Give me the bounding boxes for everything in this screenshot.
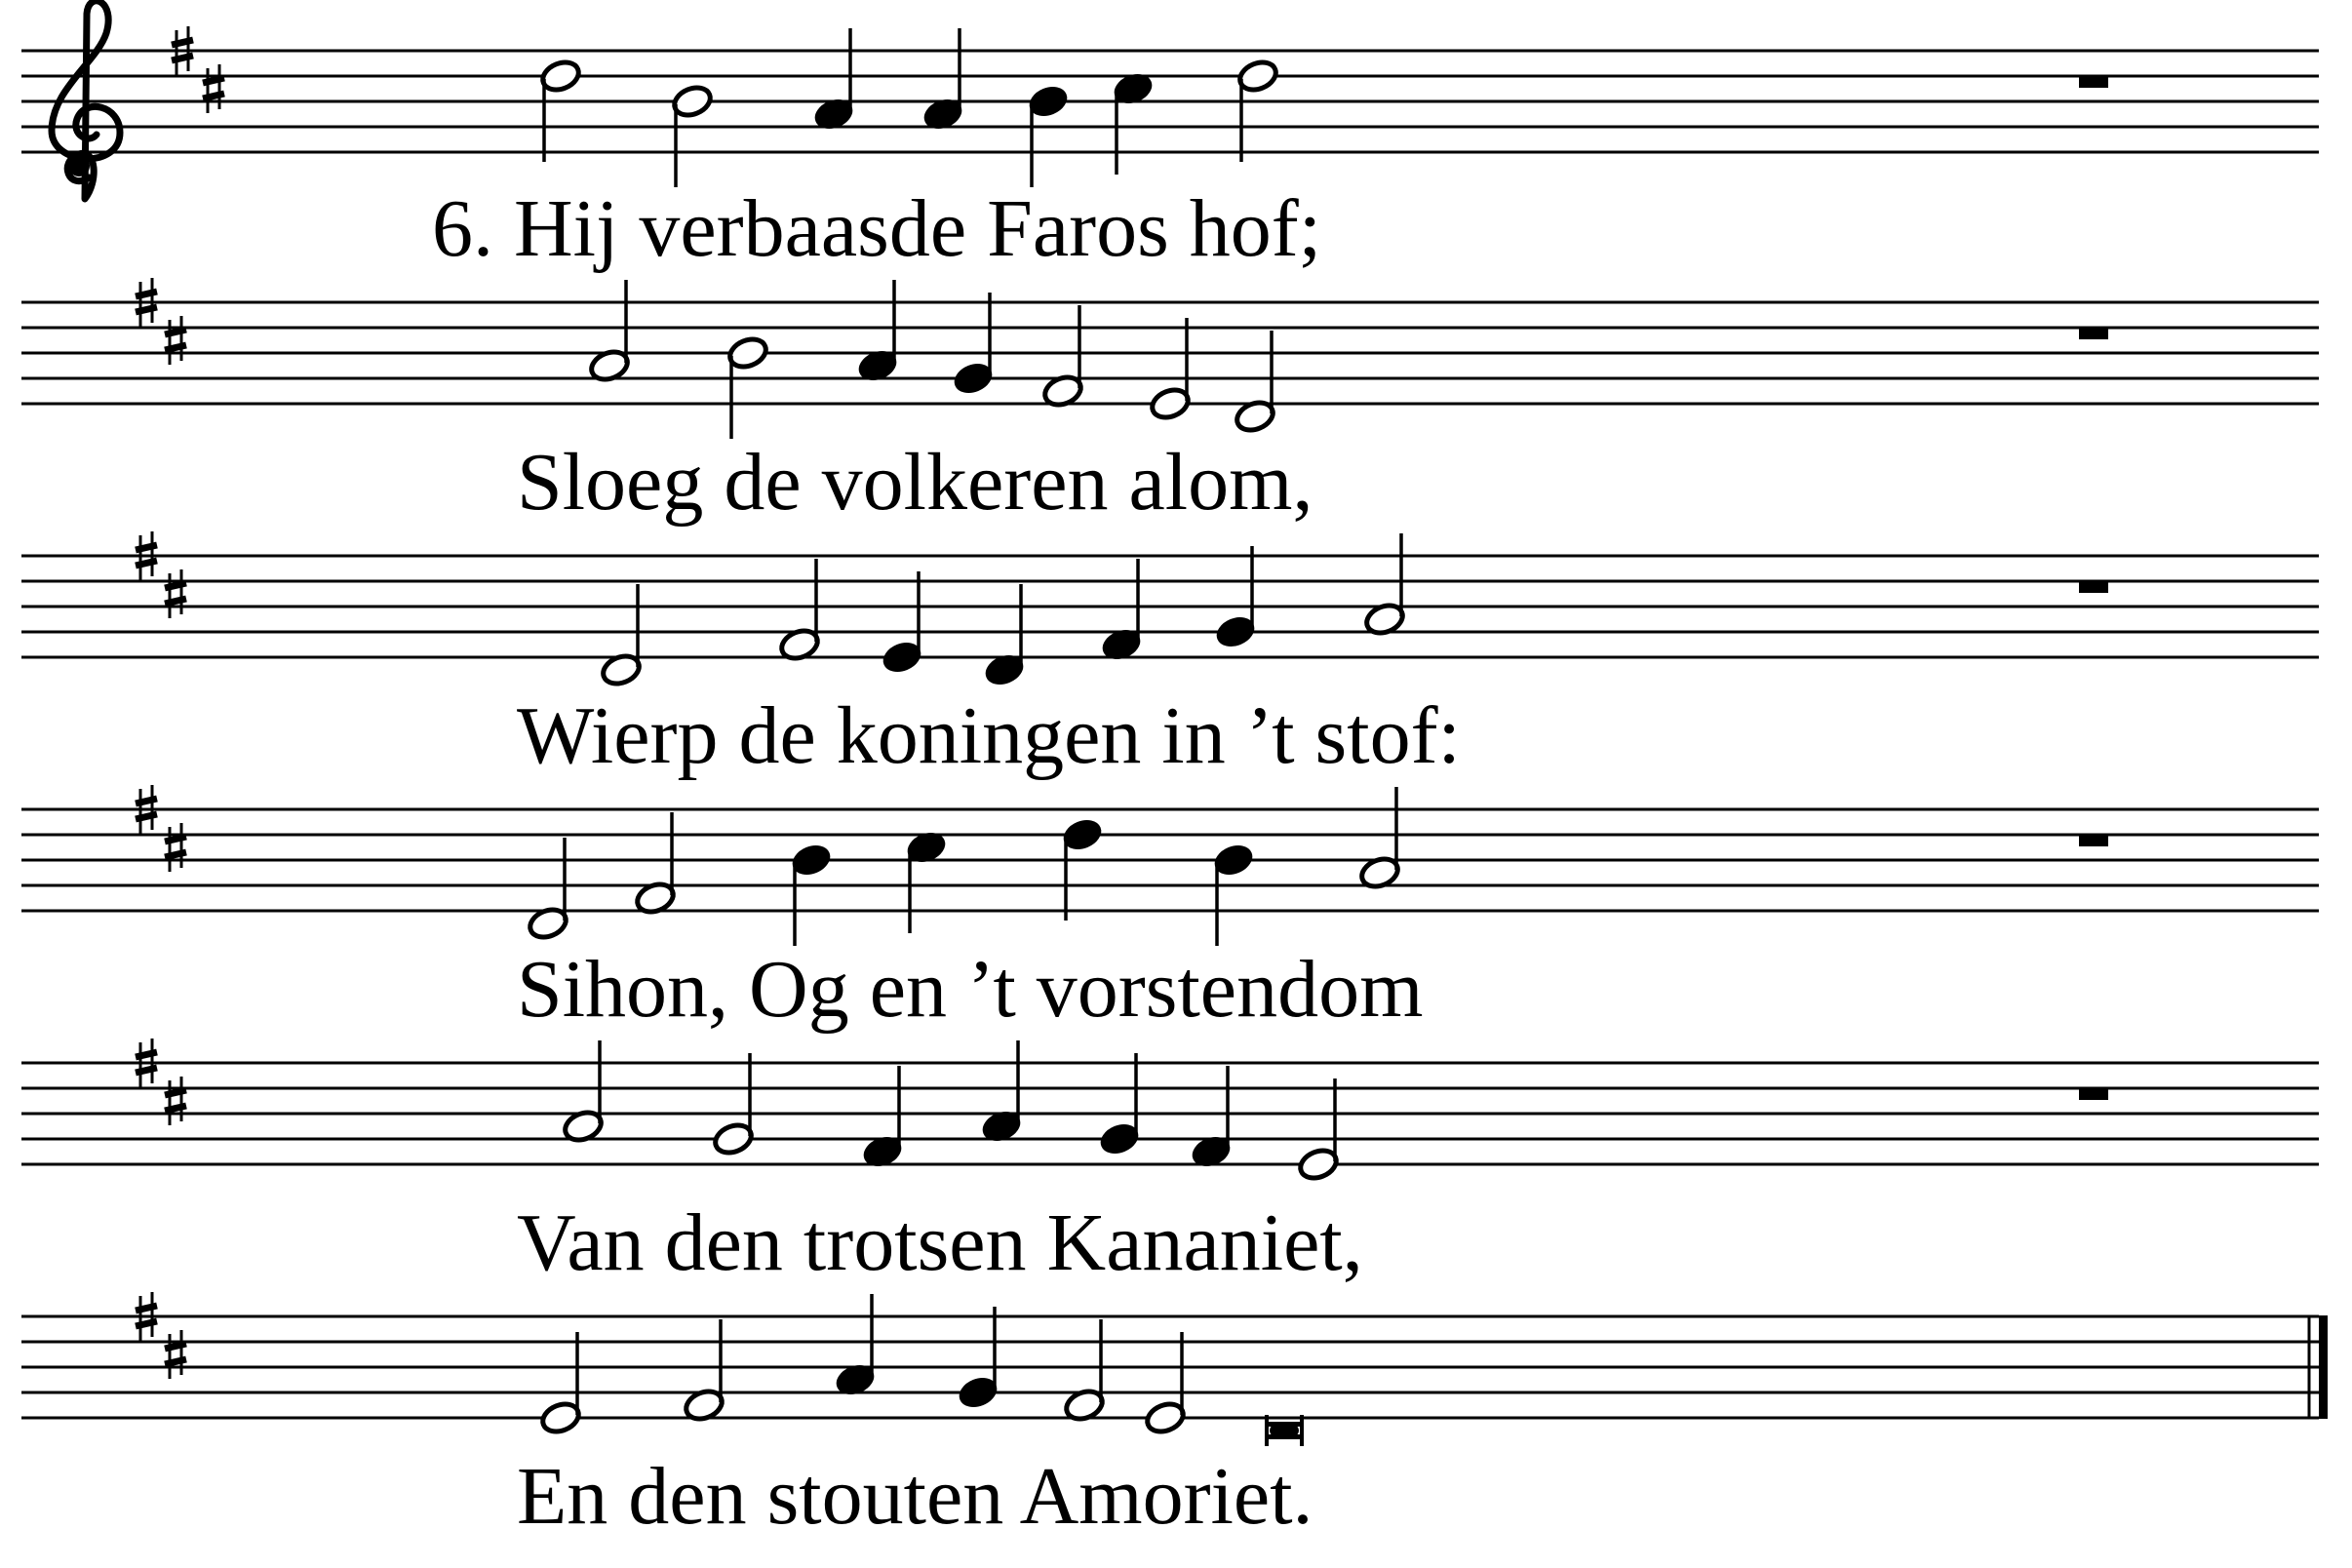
sharp-sign-bar-3-0: [136, 799, 157, 804]
sharp-sign-bar-5-1b: [165, 1359, 186, 1364]
sharp-sign-bar-4-1b: [165, 1106, 186, 1111]
lyric-line-4: Sihon, Og en ’t vorstendom: [517, 944, 1424, 1035]
sharp-sign-bar-5-0: [136, 1306, 157, 1311]
sharp-sign-bar-0-0: [172, 40, 193, 45]
sharp-sign-bar-1-0b: [136, 307, 157, 312]
sharp-sign-bar-1-0: [136, 292, 157, 296]
final-barline-thick: [2319, 1315, 2328, 1419]
lyric-line-6: En den stouten Amoriet.: [517, 1451, 1313, 1542]
treble-clef-tail-icon: [68, 155, 90, 176]
lyric-line-5: Van den trotsen Kananiet,: [517, 1197, 1363, 1288]
half-rest-3: [2079, 582, 2108, 593]
sharp-sign-bar-2-1: [165, 583, 186, 588]
sharp-sign-bar-0-1b: [203, 94, 224, 98]
sharp-sign-bar-3-1: [165, 837, 186, 842]
lyric-line-2: Sloeg de volkeren alom,: [517, 437, 1313, 528]
sharp-sign-bar-0-0b: [172, 56, 193, 60]
sharp-sign-bar-2-1b: [165, 599, 186, 604]
sharp-sign-bar-4-0b: [136, 1068, 157, 1073]
sharp-sign-bar-4-1: [165, 1090, 186, 1095]
half-rest-5: [2079, 1089, 2108, 1100]
sharp-sign-bar-3-1b: [165, 852, 186, 857]
half-rest-4: [2079, 836, 2108, 846]
half-rest-1: [2079, 77, 2108, 88]
sharp-sign-bar-1-1: [165, 330, 186, 334]
sharp-sign-bar-0-1: [203, 78, 224, 83]
note-6-7-bridge-top: [1267, 1422, 1302, 1427]
lyric-line-3: Wierp de koningen in ’t stof:: [517, 690, 1461, 781]
sharp-sign-bar-1-1b: [165, 345, 186, 350]
sharp-sign-bar-5-1: [165, 1344, 186, 1349]
sharp-sign-bar-4-0: [136, 1052, 157, 1057]
sharp-sign-bar-2-0b: [136, 561, 157, 566]
lyric-line-1: 6. Hij verbaasde Faros hof;: [432, 183, 1322, 274]
note-6-7-bridge-bot: [1267, 1434, 1302, 1439]
sharp-sign-bar-5-0b: [136, 1321, 157, 1326]
half-rest-2: [2079, 329, 2108, 339]
sharp-sign-bar-2-0: [136, 545, 157, 550]
sharp-sign-bar-3-0b: [136, 814, 157, 819]
